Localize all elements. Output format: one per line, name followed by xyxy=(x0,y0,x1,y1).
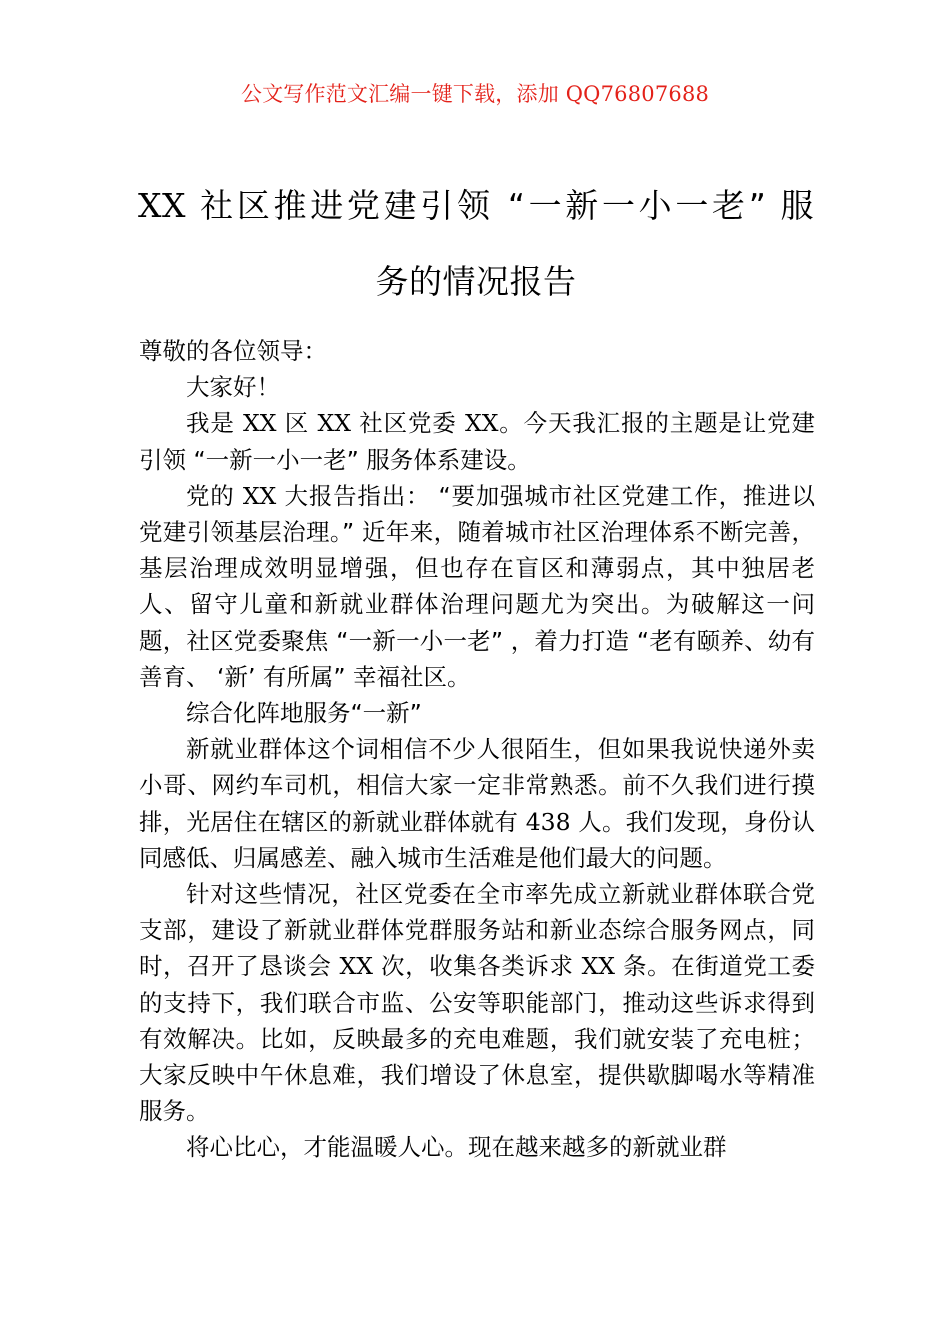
document-title-line-2: 务的情况报告 xyxy=(375,262,577,301)
section-heading-comprehensive-service: 综合化阵地服务“一新” xyxy=(186,699,422,728)
paragraph-measures: 针对这些情况，社区党委在全市率先成立新就业群体联合党支部，建设了新就业群体党群服务站和新业态综合服务网点，同时，召开了恳谈会 XX 次，收集各类诉求 XX 条。在街道党工委的支持下，我们联合市监、公安等职能部门，推动这些诉求得到有效解决。比如，反映最多的充电难题，我们就安装了充电桩；大家反映中午休息难，我们增设了休息室，提供歇脚喝水等精准服务。 xyxy=(139,880,815,1126)
paragraph-greeting: 大家好！ xyxy=(186,373,280,402)
promo-watermark-text: 公文写作范文汇编一键下载，添加 QQ76807688 xyxy=(240,82,710,106)
paragraph-self-intro: 我是 XX 区 XX 社区党委 XX。今天我汇报的主题是让党建引领 “一新一小一老” 服务体系建设。 xyxy=(139,409,815,474)
paragraph-closing-partial: 将心比心，才能温暖人心。现在越来越多的新就业群 xyxy=(186,1133,727,1162)
paragraph-background: 党的 XX 大报告指出： “要加强城市社区党建工作，推进以党建引领基层治理。” 近年来，随着城市社区治理体系不断完善，基层治理成效明显增强，但也存在盲区和薄弱点，其中独居老人、留守儿童和新就业群体治理问题尤为突出。为破解这一问题，社区党委聚焦 “一新一小一老” ，着力打造 “老有颐养、幼有善育、 ‘新’ 有所属” 幸福社区。 xyxy=(139,481,815,691)
document-body xyxy=(139,333,815,1166)
document-title xyxy=(138,168,814,320)
paragraph-salutation: 尊敬的各位领导： xyxy=(139,337,327,365)
document-title-line-1: XX 社区推进党建引领 “一新一小一老” 服 xyxy=(138,186,814,225)
paragraph-new-group-intro: 新就业群体这个词相信不少人很陌生，但如果我说快递外卖小哥、网约车司机，相信大家一定非常熟悉。前不久我们进行摸排，光居住在辖区的新就业群体就有 438 人。我们发现，身份认同感低、归属感差、融入城市生活难是他们最大的问题。 xyxy=(139,735,815,872)
